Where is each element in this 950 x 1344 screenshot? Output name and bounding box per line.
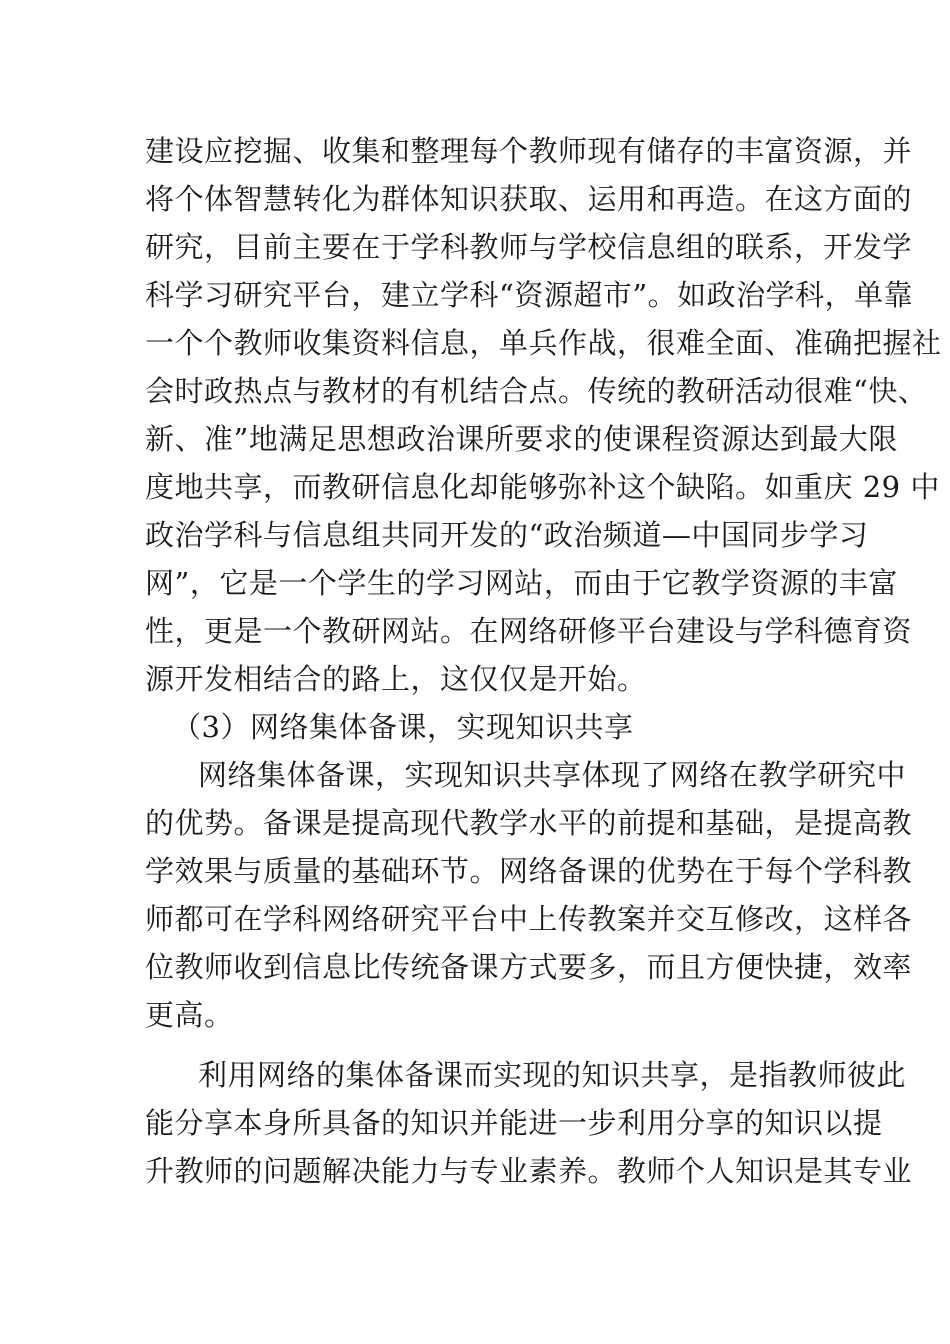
paragraph-line: 的优势。备课是提高现代教学水平的前提和基础，是提高教 xyxy=(145,806,913,840)
paragraph-line: 研究，目前主要在于学科教师与学校信息组的联系，开发学 xyxy=(145,230,913,264)
paragraph-line: 网”，它是一个学生的学习网站，而由于它教学资源的丰富 xyxy=(145,566,898,600)
paragraph-line: 师都可在学科网络研究平台中上传教案并交互修改，这样各 xyxy=(145,902,913,936)
paragraph-line: 学效果与质量的基础环节。网络备课的优势在于每个学科教 xyxy=(145,854,913,888)
paragraph-line: 会时政热点与教材的有机结合点。传统的教研活动很难“快、 xyxy=(145,374,928,408)
paragraph-line: 一个个教师收集资料信息，单兵作战，很难全面、准确把握社 xyxy=(145,326,942,360)
paragraph-line: 建设应挖掘、收集和整理每个教师现有储存的丰富资源，并 xyxy=(145,134,913,168)
paragraph-line: 更高。 xyxy=(145,998,234,1032)
paragraph-line: 源开发相结合的路上，这仅仅是开始。 xyxy=(145,662,647,696)
paragraph-line: 新、准”地满足思想政治课所要求的使课程资源达到最大限 xyxy=(145,422,898,456)
paragraph-line: 位教师收到信息比传统备课方式要多，而且方便快捷，效率 xyxy=(145,950,913,984)
paragraph-line: 性，更是一个教研网站。在网络研修平台建设与学科德育资 xyxy=(145,614,913,648)
paragraph-line: 网络集体备课，实现知识共享体现了网络在教学研究中 xyxy=(198,758,907,792)
section-heading: （3）网络集体备课，实现知识共享 xyxy=(172,710,634,744)
paragraph-line: 升教师的问题解决能力与专业素养。教师个人知识是其专业 xyxy=(145,1154,913,1188)
paragraph-line: 科学习研究平台，建立学科“资源超市”。如政治学科，单靠 xyxy=(145,278,914,312)
paragraph-line: 政治学科与信息组共同开发的“政治频道—中国同步学习 xyxy=(145,518,869,552)
paragraph-line: 将个体智慧转化为群体知识获取、运用和再造。在这方面的 xyxy=(145,182,913,216)
paragraph-line: 度地共享，而教研信息化却能够弥补这个缺陷。如重庆 29 中 xyxy=(145,470,940,504)
paragraph-line: 能分享本身所具备的知识并能进一步利用分享的知识以提 xyxy=(145,1106,883,1140)
paragraph-line: 利用网络的集体备课而实现的知识共享，是指教师彼此 xyxy=(198,1058,907,1092)
